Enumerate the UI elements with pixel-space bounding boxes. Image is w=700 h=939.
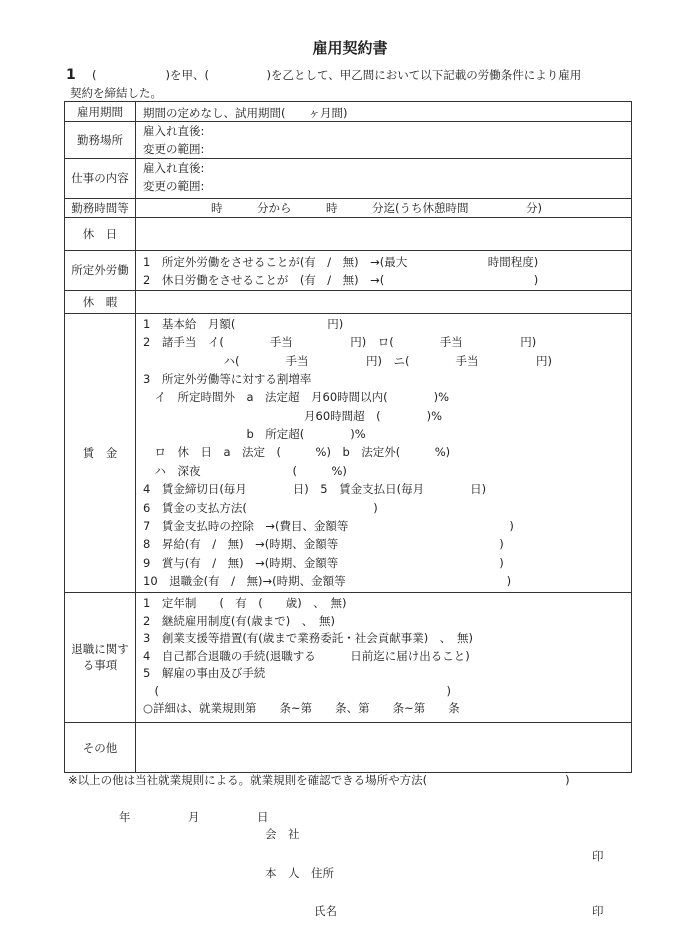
row-divider [65,592,631,593]
row-line-overtime: 1 所定外労働をさせることが(有 / 無) →(最大 時間程度) [143,255,539,269]
row-line-wages: 6 賃金の支払方法( ) [143,500,378,515]
column-divider [135,102,136,772]
row-line-workplace: 雇入れ直後: [143,124,205,138]
intro-line-2: 契約を締結した。 [70,86,162,100]
row-line-retire: 2 継続雇用制度(有(歳まで) 、 無) [143,613,336,628]
row-line-wages: 9 賞与(有 / 無) →(時期、金額等 ) [143,555,504,570]
row-line-wages: 2 諸手当 イ( 手当 円) ロ( 手当 円) [143,335,537,350]
row-line-wages: イ 所定時間外 a 法定超 月60時間以内( )% [143,390,450,405]
seal-person: 印 [592,904,604,918]
row-line-wages: ロ 休 日 a 法定 ( %) b 法定外( %) [143,445,451,460]
row-label-leave: 休 暇 [82,294,118,309]
row-line-wages: 10 退職金(有 / 無)→(時期、金額等 ) [143,573,512,588]
row-line-overtime: 2 休日労働をさせることが (有 / 無) →( ) [143,273,539,287]
row-line-hours: 時 分から 時 分迄(うち休憩時間 分) [211,201,542,215]
row-label-workplace: 勤務場所 [77,132,123,147]
row-label-retire [65,592,135,722]
row-line-retire: 1 定年制 ( 有 ( 歳) 、 無) [143,596,347,610]
seal-company: 印 [592,849,604,863]
row-divider [65,217,631,218]
row-line-retire: 3 創業支援等措置(有(歳まで業務委託・社会貢献事業) 、 無) [143,631,474,645]
row-divider [65,121,631,122]
name-label: 氏名 [314,904,337,918]
row-line-retire: ( ) [143,683,451,698]
company-label: 会 社 [265,827,300,841]
row-line-retire: 4 自己都合退職の手続(退職する 日前迄に届け出ること) [143,648,470,663]
footnote: ※以上の他は当社就業規則による。就業規則を確認できる場所や方法( ) [68,773,570,787]
contract-table [64,101,632,773]
row-label-wages: 賃 金 [82,445,118,460]
row-label-line: る事項 [82,658,118,672]
row-line-retire: ○詳細は、就業規則第 条~第 条、第 条~第 条 [143,701,460,715]
row-label-line: 退職に関す [71,642,129,656]
document-title: 雇用契約書 [312,39,388,57]
row-line-work: 変更の範囲: [143,179,205,193]
row-label-holidays: 休 日 [82,226,118,241]
row-divider [65,722,631,723]
row-line-wages: 4 賃金締切日(毎月 日) 5 賃金支払日(毎月 日) [143,482,487,497]
row-divider [65,313,631,314]
clause-number: 1 [66,67,76,83]
row-label-period: 雇用期間 [77,104,123,119]
row-line-wages: ハ( 手当 円) ニ( 手当 円) [143,353,552,368]
date-line: 年 月 日 [119,810,269,824]
row-line-workplace: 変更の範囲: [143,142,205,156]
row-label-hours: 勤務時間等 [71,200,129,215]
row-line-period: 期間の定めなし、試用期間( ヶ月間) [143,106,348,120]
row-divider [65,250,631,251]
intro-line-1: ( )を甲、( )を乙として、甲乙間において以下記載の労働条件により雇用 [92,68,582,82]
row-label-overtime: 所定外労働 [71,263,129,277]
row-label-other: その他 [82,741,118,755]
person-address-label: 本 人 住所 [265,866,334,880]
row-line-wages: 月60時間超 ( )% [143,408,443,423]
row-line-wages: 7 賃金支払時の控除 →(費目、金額等 ) [143,518,514,533]
row-line-wages: 8 昇給(有 / 無) →(時期、金額等 ) [143,537,504,552]
row-line-wages: 1 基本給 月額( 円) [143,317,344,331]
row-label-work: 仕事の内容 [71,171,129,185]
row-line-wages: 3 所定外労働等に対する割増率 [143,372,312,387]
row-divider [65,158,631,159]
row-line-wages: b 所定超( )% [143,427,366,442]
row-line-wages: ハ 深夜 ( %) [143,463,347,478]
row-divider [65,198,631,199]
row-divider [65,290,631,291]
row-line-work: 雇入れ直後: [143,161,205,175]
row-line-retire: 5 解雇の事由及び手続 [143,666,266,680]
